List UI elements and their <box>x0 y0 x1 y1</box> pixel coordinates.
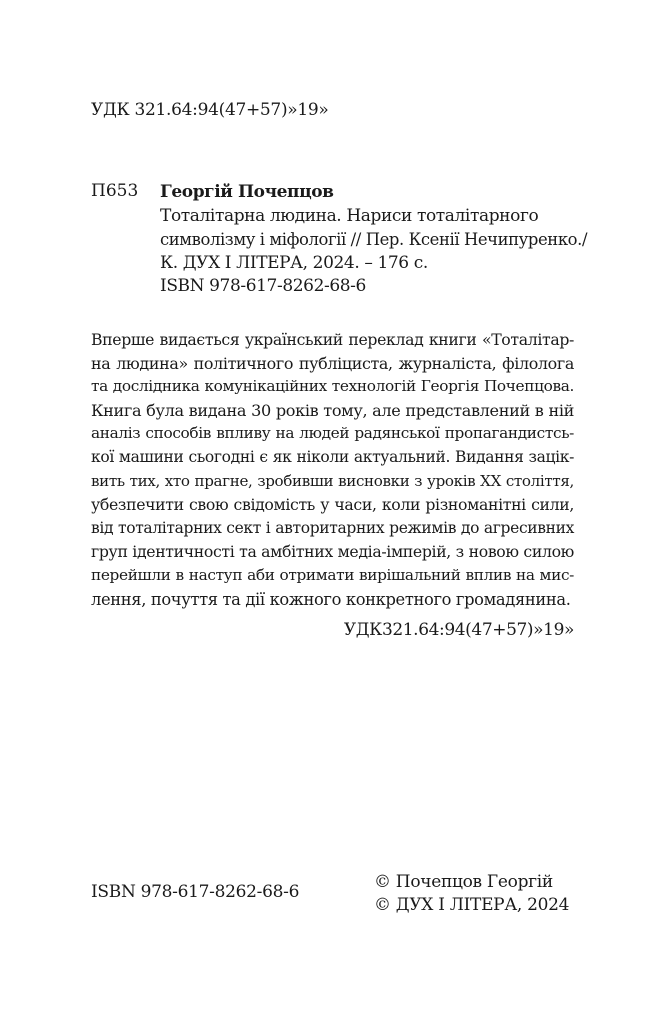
catalog-line: символізму і міфології // Пер. Ксенії Нечипуренко./ <box>160 230 588 249</box>
annotation-line: груп ідентичності та амбітних медіа-імперій, з новою силою <box>91 542 574 562</box>
annotation-line: та дослідника комунікаційних технологій Георгія Почепцова. <box>91 377 574 396</box>
annotation-line: убезпечити свою свідомість у часи, коли різноманітні сили, <box>91 495 574 515</box>
annotation-line: Книга була видана 30 років тому, але представлений в ній <box>91 400 574 420</box>
annotation-paragraph <box>91 328 574 611</box>
annotation-line: аналіз способів впливу на людей радянської пропагандистсь- <box>91 424 574 443</box>
catalog-index: П653 <box>91 181 139 201</box>
catalog-line: К. ДУХ І ЛІТЕРА, 2024. – 176 с. <box>160 252 428 273</box>
annotation-line: Вперше видається український переклад книги «Тоталітар- <box>91 330 574 349</box>
copyright-block <box>374 871 569 917</box>
annotation-line: кої машини сьогодні є як ніколи актуальний. Видання зацік- <box>91 447 574 466</box>
annotation-line: перейшли в наступ аби отримати вирішальний вплив на мис- <box>91 565 574 584</box>
udk-code-bottom: УДК321.64:94(47+57)»19» <box>343 620 574 640</box>
catalog-description <box>160 181 590 299</box>
annotation-line: на людина» політичного публіциста, журналіста, філолога <box>91 353 574 373</box>
udk-code-top: УДК 321.64:94(47+57)»19» <box>91 100 329 120</box>
isbn-number: ISBN 978-617-8262-68-6 <box>91 882 300 902</box>
catalog-isbn: ISBN 978-617-8262-68-6 <box>160 276 366 296</box>
copyright-publisher: © ДУХ І ЛІТЕРА, 2024 <box>374 895 570 915</box>
annotation-line: вить тих, хто прагне, зробивши висновки з уроків XX століття, <box>91 471 574 490</box>
copyright-author: © Почепцов Георгій <box>374 872 553 892</box>
author-name: Георгій Почепцов <box>160 182 334 202</box>
catalog-line: Тоталітарна людина. Нариси тоталітарного <box>160 205 539 226</box>
annotation-line: від тоталітарних сект і авторитарних режимів до агресивних <box>91 518 574 537</box>
annotation-line: лення, почуття та дії кожного конкретного громадянина. <box>91 589 571 609</box>
